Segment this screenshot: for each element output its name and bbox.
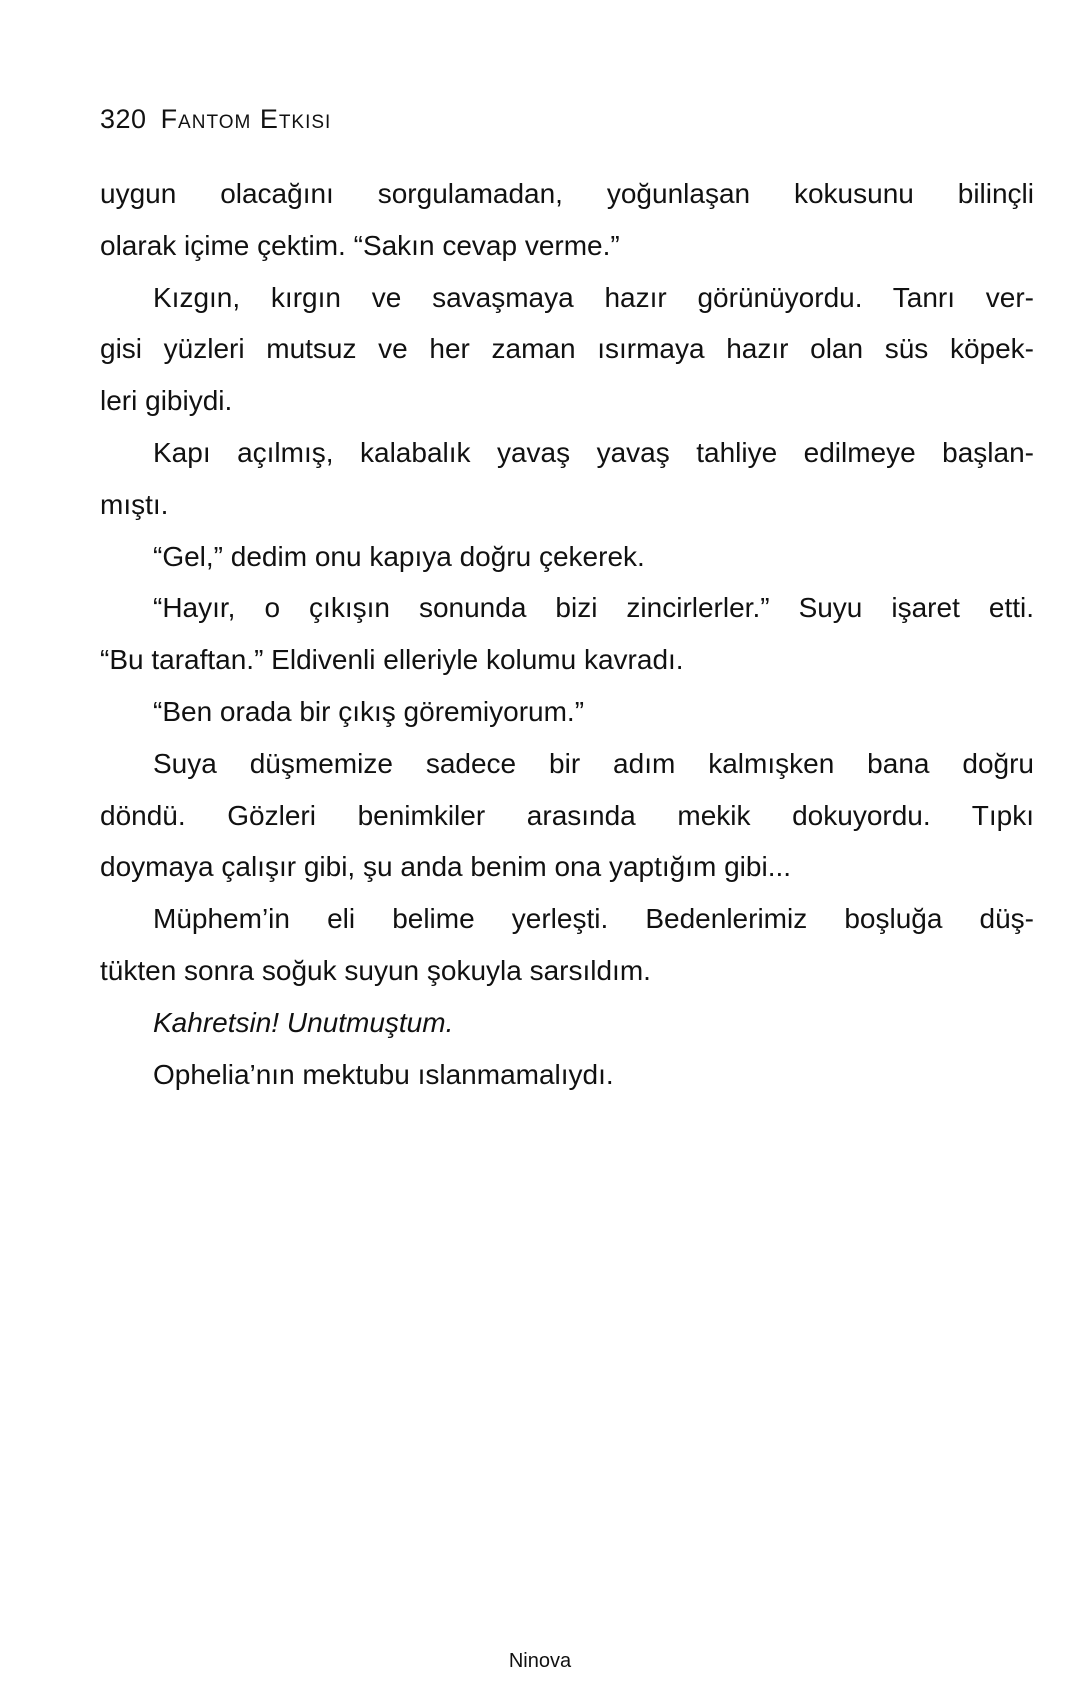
text-line: gisi yüzleri mutsuz ve her zaman ısırmaya hazır olan süs köpek- bbox=[100, 333, 1034, 365]
page-number: 320 bbox=[100, 104, 147, 134]
text-line: “Gel,” dedim onu kapıya doğru çekerek. bbox=[153, 540, 645, 572]
text-line: olarak içime çektim. “Sakın cevap verme.” bbox=[100, 229, 620, 261]
text-line: “Ben orada bir çıkış göremiyorum.” bbox=[153, 695, 585, 727]
text-line: döndü. Gözleri benimkiler arasında mekik dokuyordu. Tıpkı bbox=[100, 799, 1034, 831]
text-line: Kızgın, kırgın ve savaşmaya hazır görünüyordu. Tanrı ver- bbox=[153, 281, 1034, 313]
footer-watermark: Ninova bbox=[508, 1650, 572, 1672]
book-title: Fantom Etkisi bbox=[160, 104, 332, 134]
text-line: “Bu taraftan.” Eldivenli elleriyle kolumu kavradı. bbox=[100, 644, 684, 676]
text-line: leri gibiydi. bbox=[100, 385, 233, 417]
text-line: Kapı açılmış, kalabalık yavaş yavaş tahliye edilmeye başlan- bbox=[153, 436, 1034, 468]
text-line: Müphem’in eli belime yerleşti. Bedenlerimiz boşluğa düş- bbox=[153, 903, 1034, 935]
italic-text-line: Kahretsin! Unutmuştum. bbox=[153, 1006, 454, 1038]
running-header bbox=[100, 104, 331, 135]
text-line: mıştı. bbox=[100, 488, 169, 520]
text-line: Suya düşmemize sadece bir adım kalmışken bana doğru bbox=[153, 747, 1034, 779]
text-line: Ophelia’nın mektubu ıslanmamalıydı. bbox=[153, 1058, 614, 1090]
page-body-text bbox=[100, 168, 1034, 1100]
text-line: tükten sonra soğuk suyun şokuyla sarsıldım. bbox=[100, 954, 651, 986]
text-line: doymaya çalışır gibi, şu anda benim ona yaptığım gibi... bbox=[100, 851, 792, 883]
text-line: “Hayır, o çıkışın sonunda bizi zincirlerler.” Suyu işaret etti. bbox=[153, 592, 1034, 624]
text-line: uygun olacağını sorgulamadan, yoğunlaşan kokusunu bilinçli bbox=[100, 178, 1034, 209]
